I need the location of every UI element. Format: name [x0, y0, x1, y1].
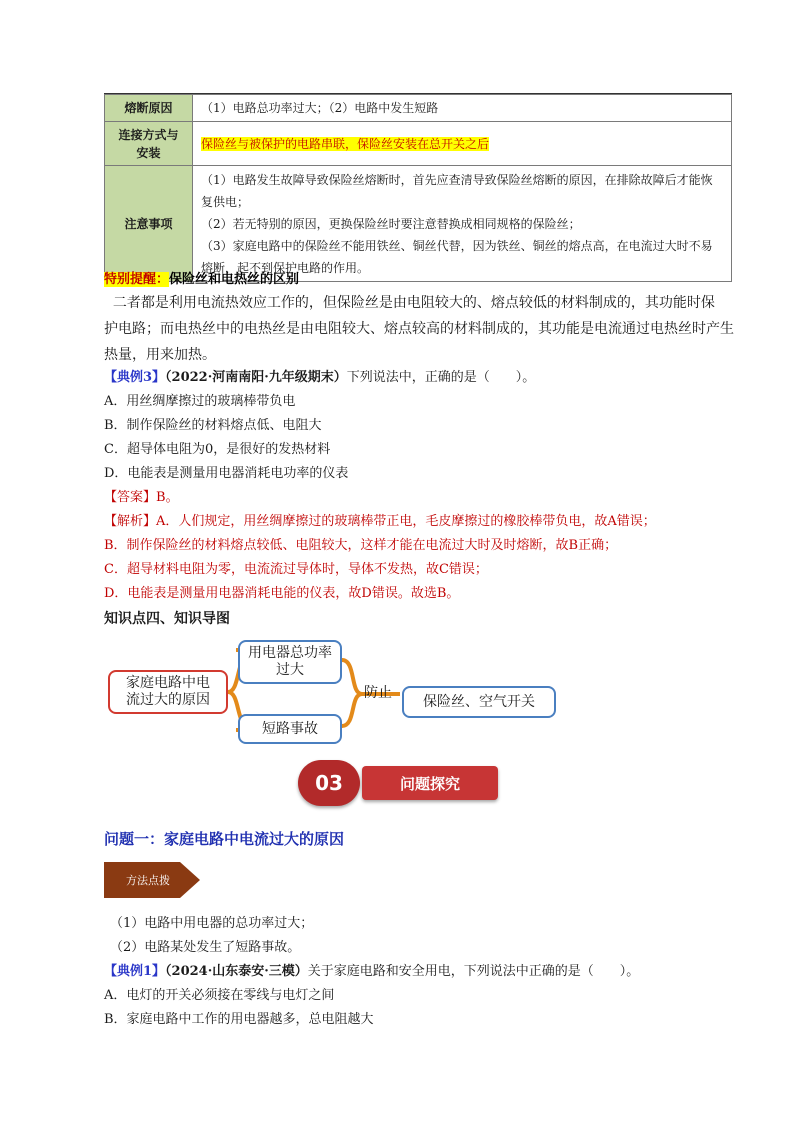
answer-line: [104, 486, 179, 510]
analysis-tag: 【解析】: [104, 514, 157, 529]
mindmap-cause-short: 短路事故: [238, 714, 342, 744]
example-source: （2022·河南南阳·九年级期末）: [165, 370, 347, 385]
tip-body: [104, 290, 734, 368]
method-point: （2）电路某处发生了短路事故。: [110, 940, 301, 955]
table-header-cell: 熔断原因: [105, 95, 193, 122]
mindmap-cause-power: [238, 640, 342, 684]
tip-line: [104, 290, 734, 316]
highlighted-text: 保险丝与被保护的电路串联，保险丝安装在总开关之后: [201, 136, 490, 151]
analysis-text: A．人们规定，用丝绸摩擦过的玻璃棒带正电，毛皮摩擦过的橡胶棒带负电，故A错误；: [156, 514, 656, 529]
note-line: （2）若无特别的原因，更换保险丝时要注意替换成相同规格的保险丝；: [201, 216, 581, 231]
table-header-line: 安装: [136, 145, 161, 160]
example-tag: 【典例3】: [104, 370, 166, 385]
tip-line: 热量，用来加热。: [104, 347, 216, 363]
tip-line-text: 二者都是利用电流热效应工作的，但保险丝是由电阻较大的、熔点较低的材料制成的，其功能时保: [112, 295, 715, 311]
answer-value: B。: [156, 490, 179, 505]
branch-line-merge-lower: [342, 694, 362, 726]
table-header-line: 连接方式与: [118, 127, 179, 142]
method-point: （1）电路中用电器的总功率过大；: [110, 916, 314, 931]
option: D．电能表是测量用电器消耗电功率的仪表: [104, 466, 349, 481]
analysis-line: [104, 510, 656, 534]
section-number-badge: 03: [298, 760, 360, 806]
mindmap-prevent-label: 防止: [364, 685, 392, 701]
example3-heading: [104, 366, 535, 390]
option: B．制作保险丝的材料熔点低、电阻大: [104, 418, 322, 433]
analysis-line: B．制作保险丝的材料熔点较低、电阻较大，这样才能在电流过大时及时熔断，故B正确；: [104, 538, 618, 553]
branch-line-merge-upper: [342, 660, 362, 694]
table-cell: （1）电路总功率过大；（2）电路中发生短路: [193, 95, 732, 122]
answer-tag: 【答案】: [104, 490, 157, 505]
note-line: （3）家庭电路中的保险丝不能用铁丝、铜丝代替，因为铁丝、铜丝的熔点高，在电流过大时不易: [201, 238, 713, 253]
mindmap-root-line: 家庭电路中电: [126, 675, 210, 691]
table-header-cell: 注意事项: [105, 166, 193, 282]
knowledge-title: 知识点四、知识导图: [104, 611, 230, 627]
problem-title: 问题一：家庭电路中电流过大的原因: [104, 830, 345, 848]
table-row: [105, 95, 732, 122]
section-banner-title: 问题探究: [362, 766, 498, 800]
table-cell: [193, 166, 732, 282]
analysis-line: D．电能表是测量用电器消耗电能的仪表，故D错误。故选B。: [104, 586, 460, 601]
example-question: 下列说法中，正确的是（ ）。: [346, 370, 536, 385]
note-line: 熔断，起不到保护电路的作用。: [201, 260, 370, 275]
method-tag-label: 方法点拨: [126, 874, 170, 887]
mindmap-cause-line: 用电器总功率: [248, 645, 332, 661]
option: A．电灯的开关必须接在零线与电灯之间: [104, 988, 335, 1003]
mindmap-root-line: 流过大的原因: [126, 692, 210, 708]
table-row: [105, 166, 732, 282]
note-line: （1）电路发生故障导致保险丝熔断时，首先应查清导致保险丝熔断的原因，在排除故障后才能恢: [201, 172, 713, 187]
tip-label: 特别提醒：: [104, 272, 170, 287]
example-tag: 【典例1】: [104, 964, 166, 979]
option: C．超导体电阻为0，是很好的发热材料: [104, 442, 331, 457]
fuse-table: [104, 94, 732, 282]
tip-title: 保险丝和电热丝的区别: [169, 272, 300, 287]
table-header-cell: [105, 122, 193, 166]
note-line: 复供电；: [201, 194, 250, 209]
table-row: [105, 122, 732, 166]
mindmap-cause-line: 过大: [276, 662, 304, 678]
example-source: （2024·山东泰安·三模）: [165, 964, 308, 979]
method-tag: [104, 862, 200, 898]
tip-heading: [104, 268, 299, 287]
table-cell: [193, 122, 732, 166]
option: A．用丝绸摩擦过的玻璃棒带负电: [104, 394, 296, 409]
mindmap-device: 保险丝、空气开关: [402, 686, 556, 718]
example-question: 关于家庭电路和安全用电，下列说法中正确的是（ ）。: [307, 964, 640, 979]
mindmap-root: [108, 670, 228, 714]
example1-heading: [104, 960, 639, 984]
analysis-line: C．超导材料电阻为零，电流流过导体时，导体不发热，故C错误；: [104, 562, 488, 577]
tip-line: 护电路；而电热丝中的电热丝是由电阻较大、熔点较高的材料制成的，其功能是电流通过电热丝时产生: [104, 321, 734, 337]
option: B．家庭电路中工作的用电器越多，总电阻越大: [104, 1012, 374, 1027]
